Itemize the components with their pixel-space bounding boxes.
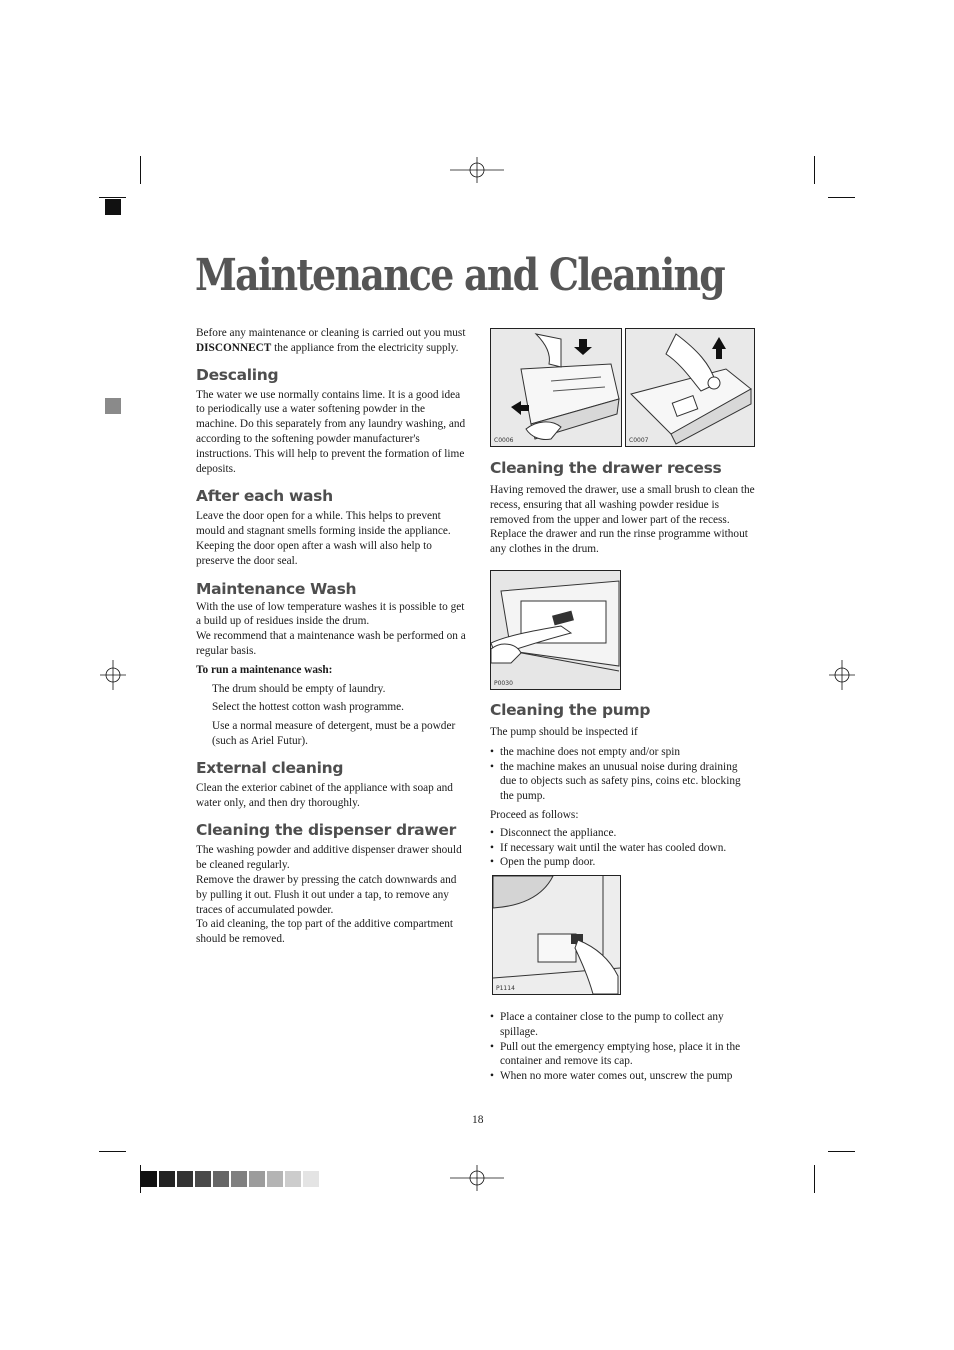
- maintenance-wash-text: With the use of low temperature washes it is possible to get a build up of residues inside the drum.: [196, 600, 465, 628]
- maintenance-step: Select the hottest cotton wash programme.: [212, 701, 404, 714]
- maintenance-wash-text: We recommend that a maintenance wash be performed on a regular basis.: [196, 630, 466, 657]
- figure-code: P1114: [496, 985, 515, 992]
- right-column-pump-steps: [490, 1010, 755, 1084]
- maintenance-wash-subheading: [196, 663, 466, 678]
- pump-proceed: Proceed as follows:: [490, 808, 579, 821]
- registration-target-icon: [829, 660, 855, 690]
- page-title: Maintenance and Cleaning: [195, 250, 725, 301]
- maintenance-wash-subheading-label: To run a maintenance wash:: [196, 663, 333, 676]
- pump-door-figure: [492, 875, 621, 995]
- swatch: [159, 1171, 175, 1187]
- crop-mark: [99, 197, 126, 198]
- figure-code: C0006: [494, 437, 514, 444]
- descaling-heading: Descaling: [196, 365, 279, 384]
- swatch: [249, 1171, 265, 1187]
- pump-step: • Open the pump door.: [490, 855, 755, 870]
- drawer-lift-illustration: [626, 329, 754, 446]
- page-number: 18: [472, 1114, 484, 1126]
- drawer-lift-figure: [625, 328, 755, 447]
- figure-code: P0030: [494, 680, 513, 687]
- registration-target-icon: [450, 157, 504, 183]
- registration-target-icon: [450, 1165, 504, 1191]
- dispenser-text: To aid cleaning, the top part of the additive compartment should be removed.: [196, 918, 454, 946]
- pump-step: • If necessary wait until the water has cooled down.: [490, 841, 755, 856]
- pump-step: • Pull out the emergency emptying hose, place it in the container and remove its cap.: [490, 1040, 755, 1070]
- intro-bold: DISCONNECT: [196, 341, 272, 354]
- dispenser-heading: Cleaning the dispenser drawer: [196, 821, 456, 840]
- crop-mark: [828, 197, 855, 198]
- color-bar-black-square: [105, 199, 121, 215]
- pump-door-illustration: [493, 876, 620, 994]
- swatch: [303, 1171, 319, 1187]
- drawer-press-figure: [490, 328, 622, 447]
- dispenser-text: Remove the drawer by pressing the catch downwards and by pulling it out. Flush it out under a tap, to remove any traces of accumulated powder.: [196, 873, 457, 916]
- pump-condition: • the machine does not empty and/or spin: [490, 745, 755, 760]
- drawer-recess-text: Having removed the drawer, use a small brush to clean the recess, ensuring that all washing powder residue is removed from the upper and lower part of the recess. Replace the drawer and run the rinse programme without any clothes in the drum.: [490, 484, 755, 556]
- crop-mark: [99, 1151, 126, 1152]
- maintenance-wash-heading: Maintenance Wash: [196, 579, 357, 598]
- pump-condition: • the machine makes an unusual noise during draining due to objects such as safety pins, coins etc. blocking the pump.: [490, 760, 755, 804]
- crop-mark: [814, 1165, 815, 1193]
- right-column-pump: [490, 700, 755, 870]
- intro-paragraph: [196, 326, 466, 356]
- swatch: [213, 1171, 229, 1187]
- swatch: [285, 1171, 301, 1187]
- swatch: [177, 1171, 193, 1187]
- descaling-text: The water we use normally contains lime. It is a good idea to periodically use a water softening powder in the machine. Do this separately from any laundry washing, and according to the softening powder manufacturer's instructions. This will help to prevent the formation of lime deposits.: [196, 388, 466, 475]
- crop-mark: [814, 156, 815, 184]
- maintenance-step: Use a normal measure of detergent, must be a powder (such as Ariel Futur).: [212, 720, 456, 747]
- pump-step: • When no more water comes out, unscrew the pump: [490, 1069, 755, 1084]
- figure-code: C0007: [629, 437, 649, 444]
- grey-scale-bar: [141, 1171, 319, 1187]
- recess-brush-illustration: [491, 571, 620, 689]
- swatch: [141, 1171, 157, 1187]
- left-column: [196, 326, 466, 947]
- swatch: [195, 1171, 211, 1187]
- intro-text: the appliance from the electricity supply.: [271, 341, 459, 354]
- pump-step: • Disconnect the appliance.: [490, 826, 755, 841]
- color-bar-grey-square: [105, 398, 121, 414]
- registration-target-icon: [100, 660, 126, 690]
- after-wash-heading: After each wash: [196, 487, 333, 506]
- drawer-press-illustration: [491, 329, 621, 446]
- intro-text: Before any maintenance or cleaning is carried out you must: [196, 327, 466, 339]
- swatch: [231, 1171, 247, 1187]
- drawer-recess-heading: Cleaning the drawer recess: [490, 459, 722, 477]
- after-wash-text: Leave the door open for a while. This helps to prevent mould and stagnant smells forming inside the appliance. Keeping the door open after a wash will also help to preserve the door seal.: [196, 510, 451, 567]
- pump-step: • Place a container close to the pump to collect any spillage.: [490, 1010, 755, 1040]
- swatch: [267, 1171, 283, 1187]
- crop-mark: [140, 156, 141, 184]
- external-cleaning-heading: External cleaning: [196, 758, 344, 777]
- external-cleaning-text: Clean the exterior cabinet of the appliance with soap and water only, and then dry thoroughly.: [196, 781, 453, 809]
- crop-mark: [828, 1151, 855, 1152]
- pump-heading: Cleaning the pump: [490, 701, 651, 719]
- maintenance-step: The drum should be empty of laundry.: [212, 682, 386, 695]
- recess-brush-figure: [490, 570, 621, 690]
- pump-intro: The pump should be inspected if: [490, 726, 638, 738]
- dispenser-text: The washing powder and additive dispenser drawer should be cleaned regularly.: [196, 844, 462, 872]
- right-column-recess: [490, 458, 755, 557]
